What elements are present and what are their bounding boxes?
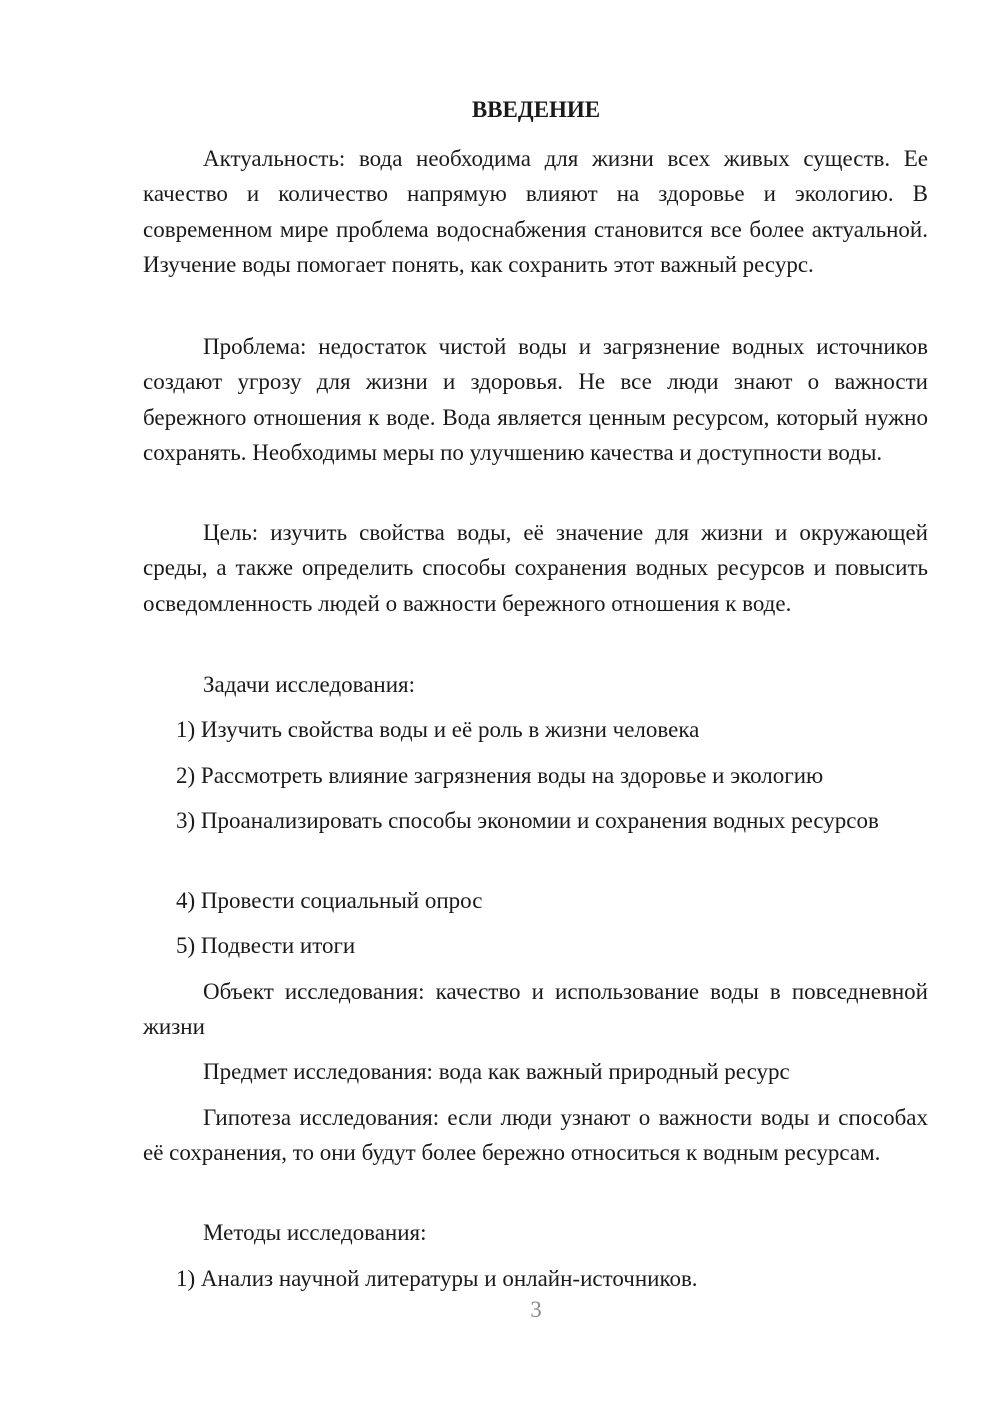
problem-paragraph: Проблема: недостаток чистой воды и загрязнение водных источников создают угрозу для жизни и здоровья. Не все люди знают о важности бережного отношения к воде. Вода является ценным ресурсом, который нужно сохранять. Необходимы меры по улучшению качества и доступности воды. <box>143 334 928 466</box>
task-item-2: 2) Рассмотреть влияние загрязнения воды на здоровье и экологию <box>176 763 824 788</box>
task-item-1: 1) Изучить свойства воды и её роль в жизни человека <box>176 717 700 742</box>
hypothesis-paragraph: Гипотеза исследования: если люди узнают о важности воды и способах её сохранения, то они будут более бережно относиться к водным ресурсам. <box>143 1105 928 1166</box>
page-title: ВВЕДЕНИЕ <box>471 97 601 122</box>
task-item-3: 3) Проанализировать способы экономии и сохранения водных ресурсов <box>176 808 879 833</box>
task-item-5: 5) Подвести итоги <box>176 933 356 958</box>
object-paragraph: Объект исследования: качество и использование воды в повседневной жизни <box>143 979 928 1040</box>
method-item-1: 1) Анализ научной литературы и онлайн-источников. <box>176 1266 698 1291</box>
goal-paragraph: Цель: изучить свойства воды, её значение для жизни и окружающей среды, а также определить способы сохранения водных ресурсов и повысить осведомленность людей о важности бережного отношения к воде. <box>143 520 928 616</box>
page-number: 3 <box>530 1297 542 1322</box>
methods-heading: Методы исследования: <box>203 1220 427 1245</box>
relevance-paragraph: Актуальность: вода необходима для жизни всех живых существ. Ее качество и количество напрямую влияют на здоровье и экологию. В современном мире проблема водоснабжения становится все более актуальной. Изучение воды помогает понять, как сохранить этот важный ресурс. <box>143 146 928 278</box>
task-item-4: 4) Провести социальный опрос <box>176 888 483 913</box>
tasks-heading: Задачи исследования: <box>203 672 416 697</box>
subject-paragraph: Предмет исследования: вода как важный природный ресурс <box>203 1059 790 1084</box>
